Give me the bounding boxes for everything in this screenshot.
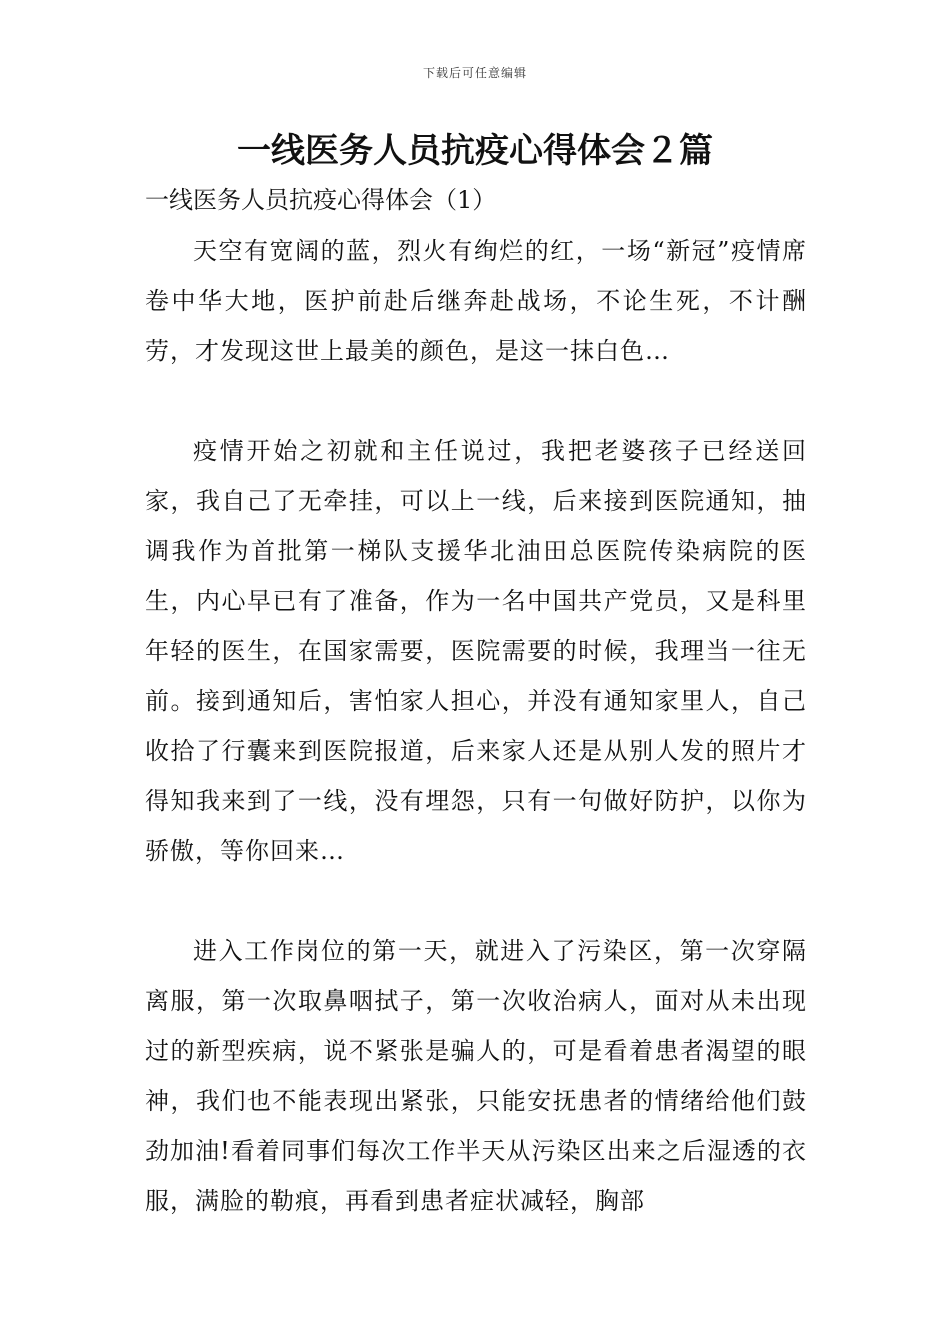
paragraph-3: 进入工作岗位的第一天，就进入了污染区，第一次穿隔离服，第一次取鼻咽拭子，第一次收治病人，面对从未出现过的新型疾病，说不紧张是骗人的，可是看着患者渴望的眼神，我们也不能表现出紧张，只能安抚患者的情绪给他们鼓劲加油!看着同事们每次工作半天从污染区出来之后湿透的衣服，满脸的勒痕，再看到患者症状减轻，胸部 (145, 937, 807, 1215)
header-note: 下载后可任意编辑 (422, 66, 527, 80)
paragraph-2: 疫情开始之初就和主任说过，我把老婆孩子已经送回家，我自己了无牵挂，可以上一线，后来接到医院通知，抽调我作为首批第一梯队支援华北油田总医院传染病院的医生，内心早已有了准备，作为一名中国共产党员，又是科里年轻的医生，在国家需要，医院需要的时候，我理当一往无前。接到通知后，害怕家人担心，并没有通知家里人，自己收拾了行囊来到医院报道，后来家人还是从别人发的照片才得知我来到了一线，没有埋怨，只有一句做好防护，以你为骄傲，等你回来… (145, 437, 807, 865)
document-body (145, 226, 807, 1226)
document-title: 一线医务人员抗疫心得体会２篇 (237, 131, 713, 171)
section-heading: 一线医务人员抗疫心得体会（1） (145, 186, 497, 214)
paragraph-1: 天空有宽阔的蓝，烈火有绚烂的红，一场“新冠”疫情席卷中华大地，医护前赴后继奔赴战场，不论生死，不计酬劳，才发现这世上最美的颜色，是这一抹白色… (145, 237, 807, 365)
